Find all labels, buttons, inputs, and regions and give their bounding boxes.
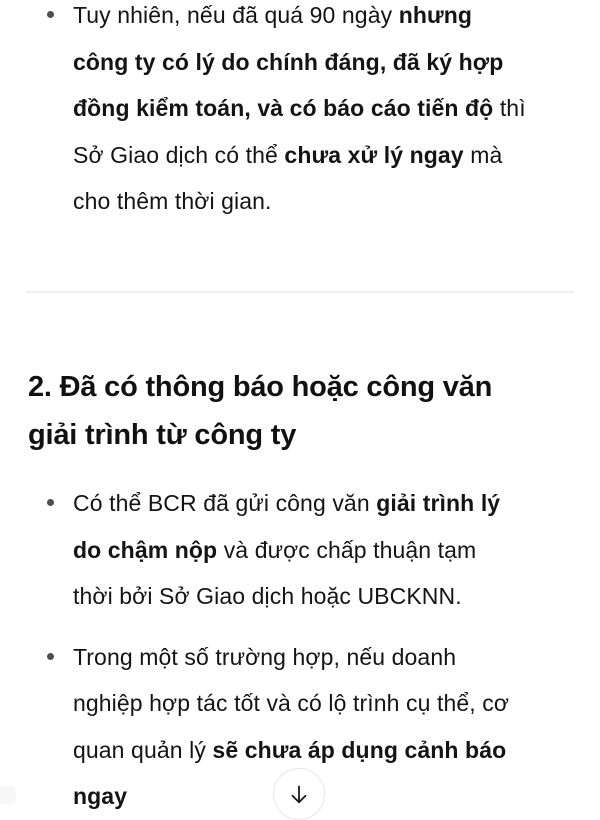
text-line: nghiệp hợp tác tốt và có lộ trình cụ thể, cơ [73, 690, 510, 716]
text-line: Có thể BCR đã gửi công văn giải trình lý [73, 490, 501, 516]
text-line: quan quản lý sẽ chưa áp dụng cảnh báo [73, 736, 507, 763]
list-item [0, 0, 600, 225]
text-line: cho thêm thời gian. [73, 188, 272, 214]
section-heading-line: 2. Đã có thông báo hoặc công văn [28, 371, 493, 403]
text-line: Sở Giao dịch có thể chưa xử lý ngay mà [73, 141, 503, 168]
text-line: đồng kiểm toán, và có báo cáo tiến độ thì [73, 95, 526, 121]
arrow-down-icon [287, 781, 311, 807]
section-heading-line: giải trình từ công ty [28, 419, 297, 451]
scroll-to-bottom-button[interactable] [273, 768, 325, 820]
section-heading [28, 363, 572, 459]
text-line: thời bởi Sở Giao dịch hoặc UBCKNN. [73, 583, 462, 609]
bullet-marker [47, 11, 54, 18]
list-item-text [73, 480, 582, 620]
text-line: Trong một số trường hợp, nếu doanh [73, 643, 457, 670]
text-line: Tuy nhiên, nếu đã quá 90 ngày nhưng [73, 2, 473, 28]
partial-edge-element [0, 786, 16, 804]
bullet-marker [47, 653, 54, 660]
text-line: ngay [73, 783, 128, 809]
list-item [0, 480, 600, 620]
section-divider [26, 291, 574, 293]
text-line: công ty có lý do chính đáng, đã ký hợp [73, 48, 504, 75]
list-item-text [73, 634, 582, 820]
text-line: do chậm nộp và được chấp thuận tạm [73, 536, 477, 563]
bullet-marker [47, 499, 54, 506]
list-item-text [73, 0, 582, 225]
